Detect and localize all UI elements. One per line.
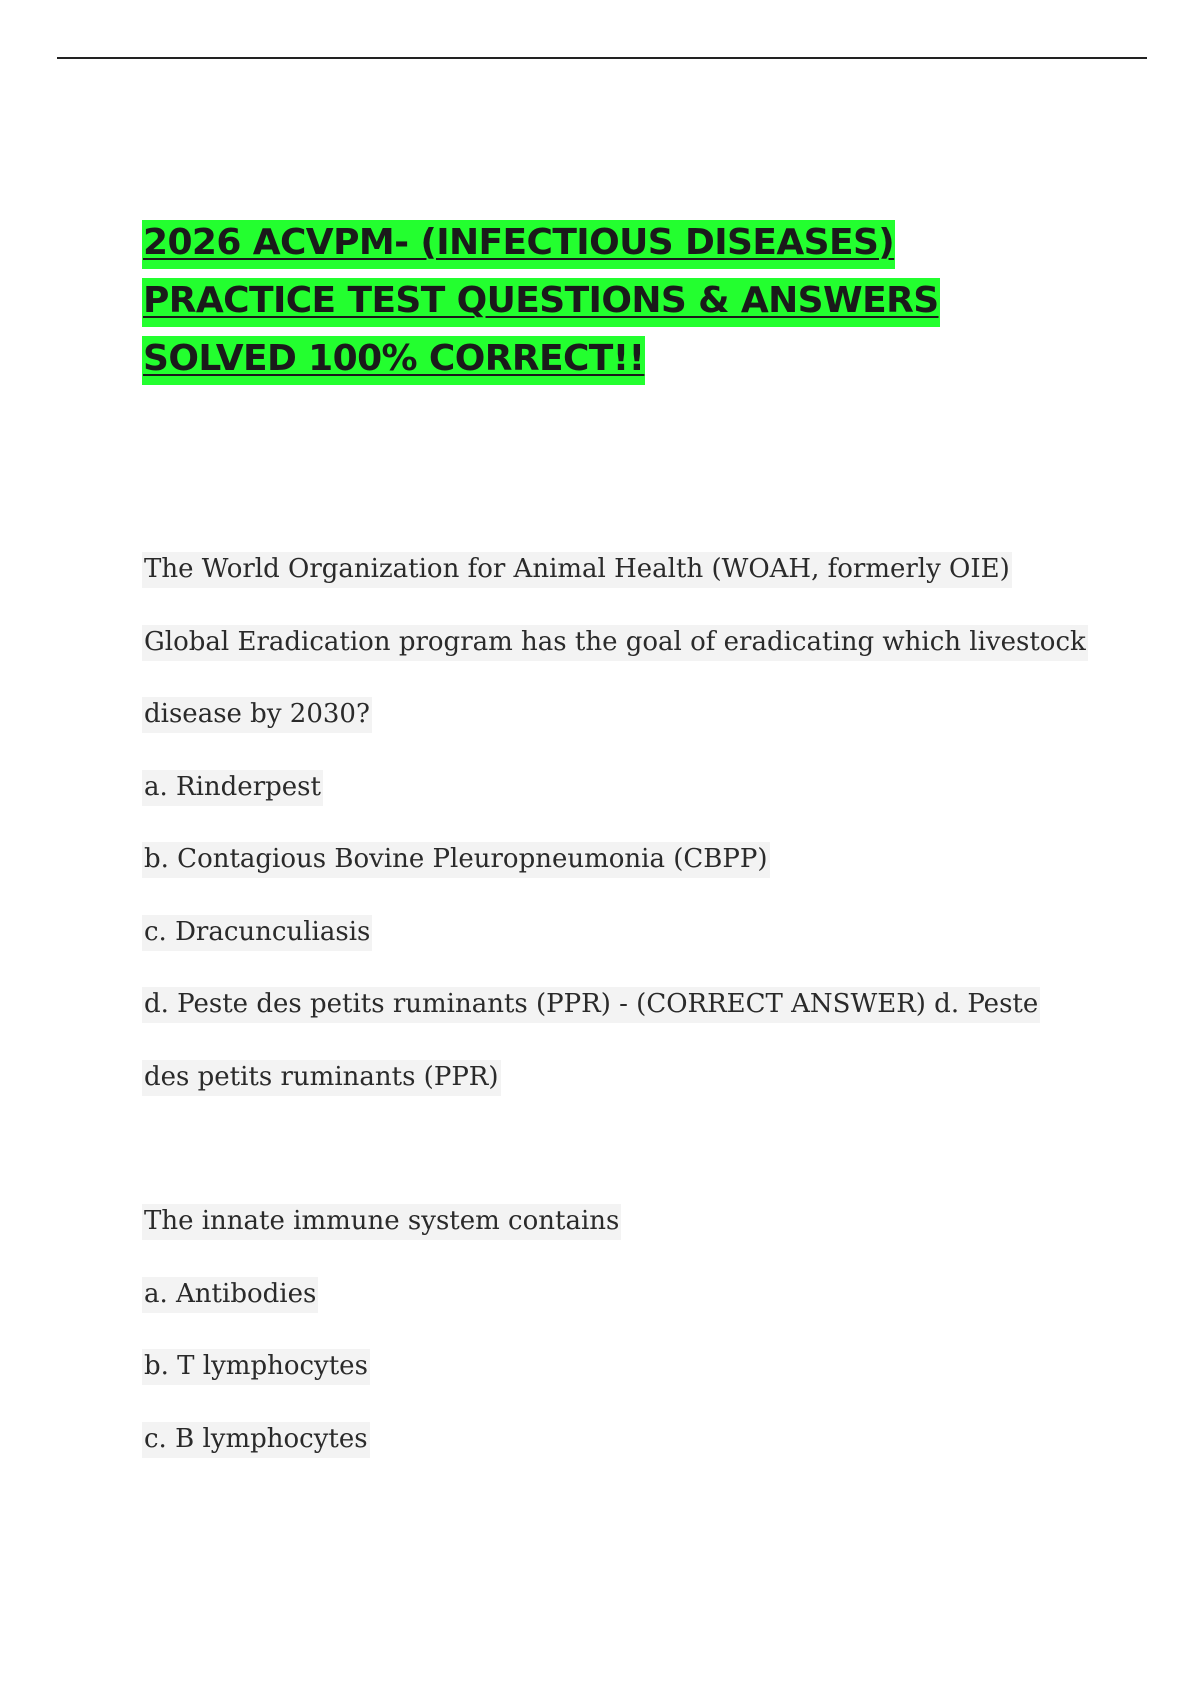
question-stem-line [142, 1200, 1142, 1273]
answer-option-text: des petits ruminants (PPR) [142, 1060, 501, 1096]
answer-option-text: a. Rinderpest [142, 770, 323, 806]
question-1 [142, 548, 1142, 1128]
answer-option-text: c. Dracunculiasis [142, 915, 372, 951]
answer-option [142, 983, 1142, 1056]
title-line [142, 272, 1142, 330]
question-stem-line [142, 548, 1142, 621]
answer-option-text: b. T lymphocytes [142, 1349, 370, 1385]
question-text: disease by 2030? [142, 697, 372, 733]
answer-option [142, 911, 1142, 984]
answer-option-text: c. B lymphocytes [142, 1422, 370, 1458]
answer-option [142, 1273, 1142, 1346]
title-line-text: 2026 ACVPM- (INFECTIOUS DISEASES) [142, 220, 895, 269]
answer-option [142, 1418, 1142, 1491]
answer-option-continued [142, 1056, 1142, 1129]
question-text: The World Organization for Animal Health (WOAH, formerly OIE) [142, 552, 1012, 588]
top-rule [57, 57, 1147, 59]
answer-option [142, 1345, 1142, 1418]
document-title [142, 214, 1142, 388]
title-line [142, 330, 1142, 388]
question-text: Global Eradication program has the goal of eradicating which livestock [142, 625, 1088, 661]
title-line-text: SOLVED 100% CORRECT!! [142, 336, 645, 385]
answer-option-text: d. Peste des petits ruminants (PPR) - (CORRECT ANSWER) d. Peste [142, 987, 1040, 1023]
answer-option [142, 766, 1142, 839]
question-text: The innate immune system contains [142, 1204, 621, 1240]
title-line-text: PRACTICE TEST QUESTIONS & ANSWERS [142, 278, 940, 327]
answer-option-text: b. Contagious Bovine Pleuropneumonia (CBPP) [142, 842, 770, 878]
question-2 [142, 1200, 1142, 1490]
answer-option-text: a. Antibodies [142, 1277, 318, 1313]
question-stem-line [142, 621, 1142, 694]
question-stem-line [142, 693, 1142, 766]
title-line [142, 214, 1142, 272]
answer-option [142, 838, 1142, 911]
